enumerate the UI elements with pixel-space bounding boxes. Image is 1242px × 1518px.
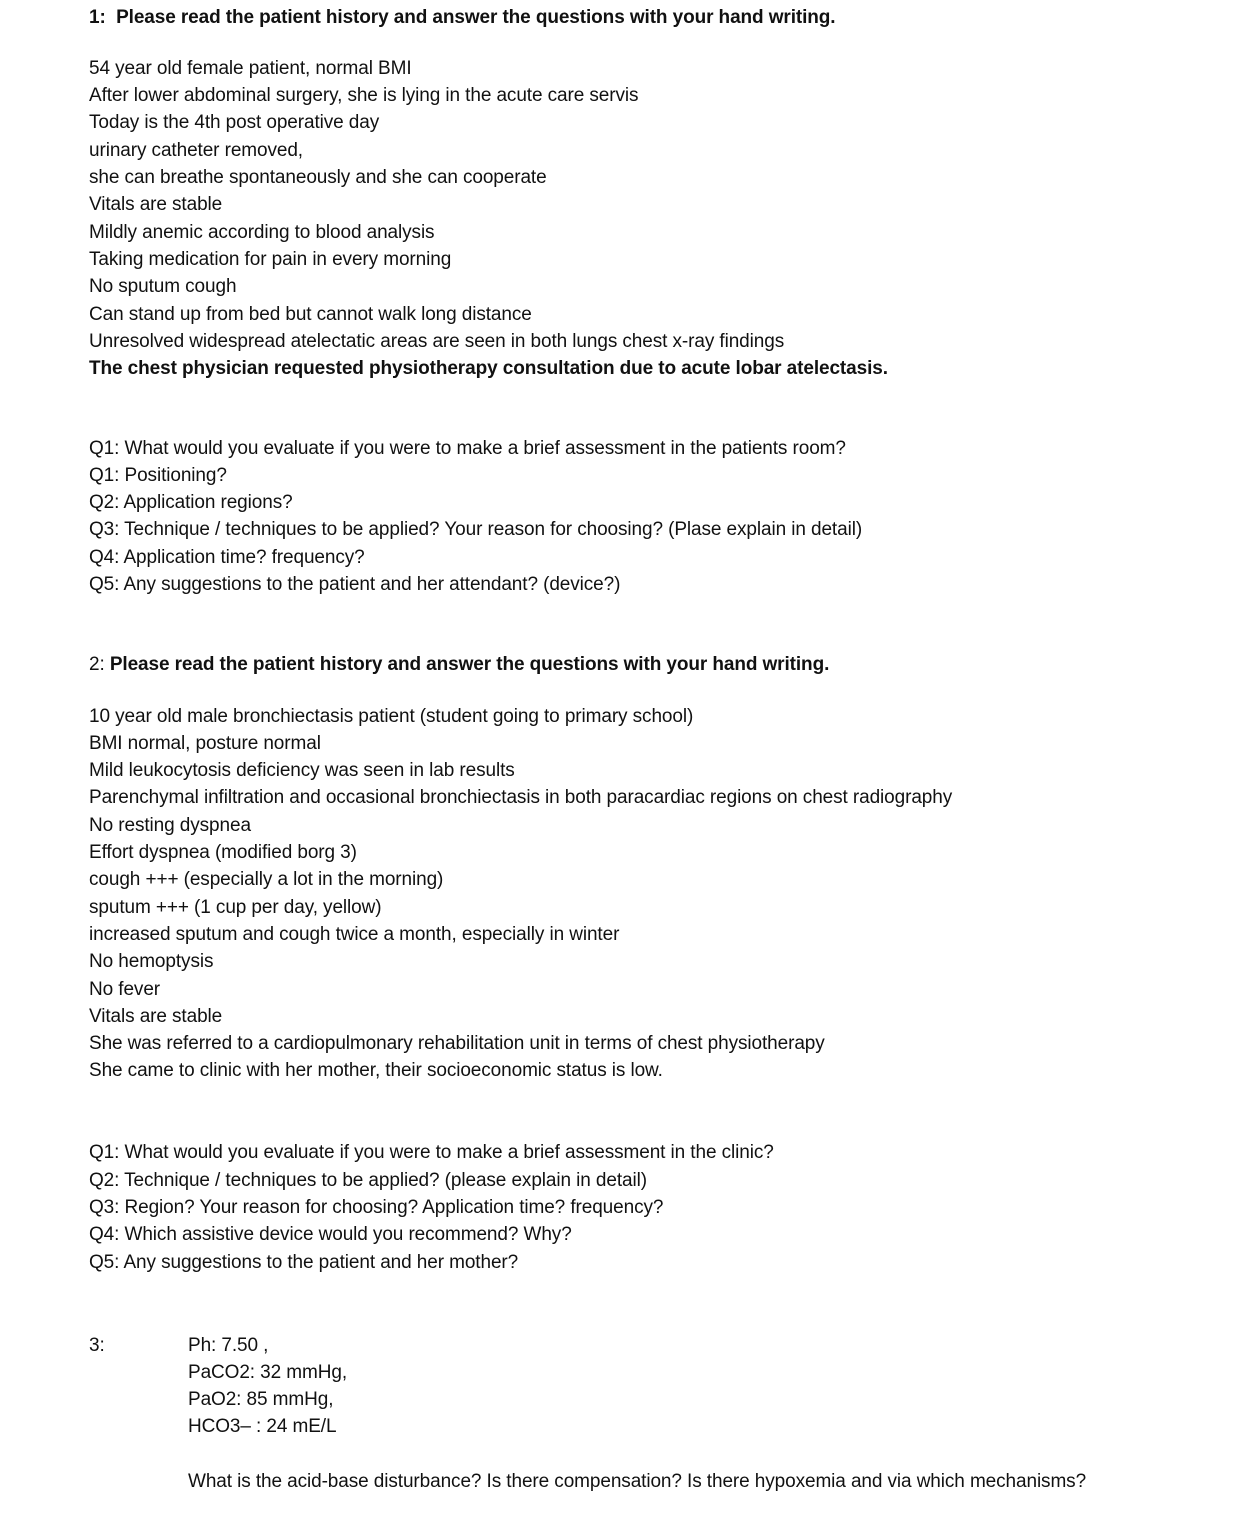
section2-history-line: sputum +++ (1 cup per day, yellow) xyxy=(89,897,382,918)
blood-gas-value: PaCO2: 32 mmHg, xyxy=(188,1362,347,1383)
section1-question: Q3: Technique / techniques to be applied? Your reason for choosing? (Plase explain in detail) xyxy=(89,519,863,540)
section2-question: Q3: Region? Your reason for choosing? Application time? frequency? xyxy=(89,1197,664,1218)
section1-history-line: 54 year old female patient, normal BMI xyxy=(89,58,412,79)
section1-question: Q5: Any suggestions to the patient and her attendant? (device?) xyxy=(89,574,621,595)
section2-question: Q2: Technique / techniques to be applied? (please explain in detail) xyxy=(89,1170,647,1191)
section1-history-line: Vitals are stable xyxy=(89,194,223,215)
section2-history-line: No hemoptysis xyxy=(89,951,214,972)
section1-history-line: Today is the 4th post operative day xyxy=(89,112,380,133)
section1-history-line: she can breathe spontaneously and she can cooperate xyxy=(89,167,547,188)
section2-history-line: Mild leukocytosis deficiency was seen in lab results xyxy=(89,760,515,781)
section1-history-line: Can stand up from bed but cannot walk long distance xyxy=(89,304,532,325)
section2-heading-text: Please read the patient history and answer the questions with your hand writing. xyxy=(109,654,830,675)
section1-question: Q1: What would you evaluate if you were to make a brief assessment in the patients room? xyxy=(89,438,846,459)
section3-question: What is the acid-base disturbance? Is there compensation? Is there hypoxemia and via which mechanisms? xyxy=(188,1471,1087,1492)
section2-history-line: Parenchymal infiltration and occasional bronchiectasis in both paracardiac regions on chest radiography xyxy=(89,787,953,808)
section2-history-line: Vitals are stable xyxy=(89,1006,223,1027)
blood-gas-value: PaO2: 85 mmHg, xyxy=(188,1389,334,1410)
section1-history-line: Taking medication for pain in every morning xyxy=(89,249,452,270)
section1-heading-text: Please read the patient history and answer the questions with your hand writing. xyxy=(116,7,836,28)
section2-history-line: No resting dyspnea xyxy=(89,815,251,836)
section2-history-line: 10 year old male bronchiectasis patient (student going to primary school) xyxy=(89,706,694,727)
section1-question: Q4: Application time? frequency? xyxy=(89,547,365,568)
blood-gas-value: Ph: 7.50 , xyxy=(188,1335,269,1356)
section2-question: Q5: Any suggestions to the patient and her mother? xyxy=(89,1252,519,1273)
section1-number: 1: xyxy=(89,7,106,28)
section1-history-line: Unresolved widespread atelectatic areas are seen in both lungs chest x-ray findings xyxy=(89,331,785,352)
section3-number: 3: xyxy=(89,1335,105,1356)
section1-question: Q2: Application regions? xyxy=(89,492,293,513)
section1-question: Q1: Positioning? xyxy=(89,465,227,486)
section1-emphasis: The chest physician requested physiotherapy consultation due to acute lobar atelectasis. xyxy=(89,358,888,379)
section2-history-line: She came to clinic with her mother, their socioeconomic status is low. xyxy=(89,1060,663,1081)
section1-history-line: urinary catheter removed, xyxy=(89,140,303,161)
section2-number: 2: xyxy=(89,654,105,675)
section2-question: Q1: What would you evaluate if you were to make a brief assessment in the clinic? xyxy=(89,1142,774,1163)
section2-history-line: cough +++ (especially a lot in the morning) xyxy=(89,869,444,890)
section1-history-line: No sputum cough xyxy=(89,276,237,297)
section2-history-line: No fever xyxy=(89,979,161,1000)
section1-history-line: Mildly anemic according to blood analysis xyxy=(89,222,435,243)
blood-gas-value: HCO3– : 24 mE/L xyxy=(188,1416,337,1437)
section1-history-line: After lower abdominal surgery, she is lying in the acute care servis xyxy=(89,85,639,106)
section2-history-line: She was referred to a cardiopulmonary rehabilitation unit in terms of chest physiotherapy xyxy=(89,1033,825,1054)
section2-history-line: BMI normal, posture normal xyxy=(89,733,321,754)
section2-question: Q4: Which assistive device would you recommend? Why? xyxy=(89,1224,572,1245)
section1-heading xyxy=(89,6,835,30)
section2-heading xyxy=(89,653,829,677)
section2-history-line: Effort dyspnea (modified borg 3) xyxy=(89,842,357,863)
section2-history-line: increased sputum and cough twice a month, especially in winter xyxy=(89,924,620,945)
